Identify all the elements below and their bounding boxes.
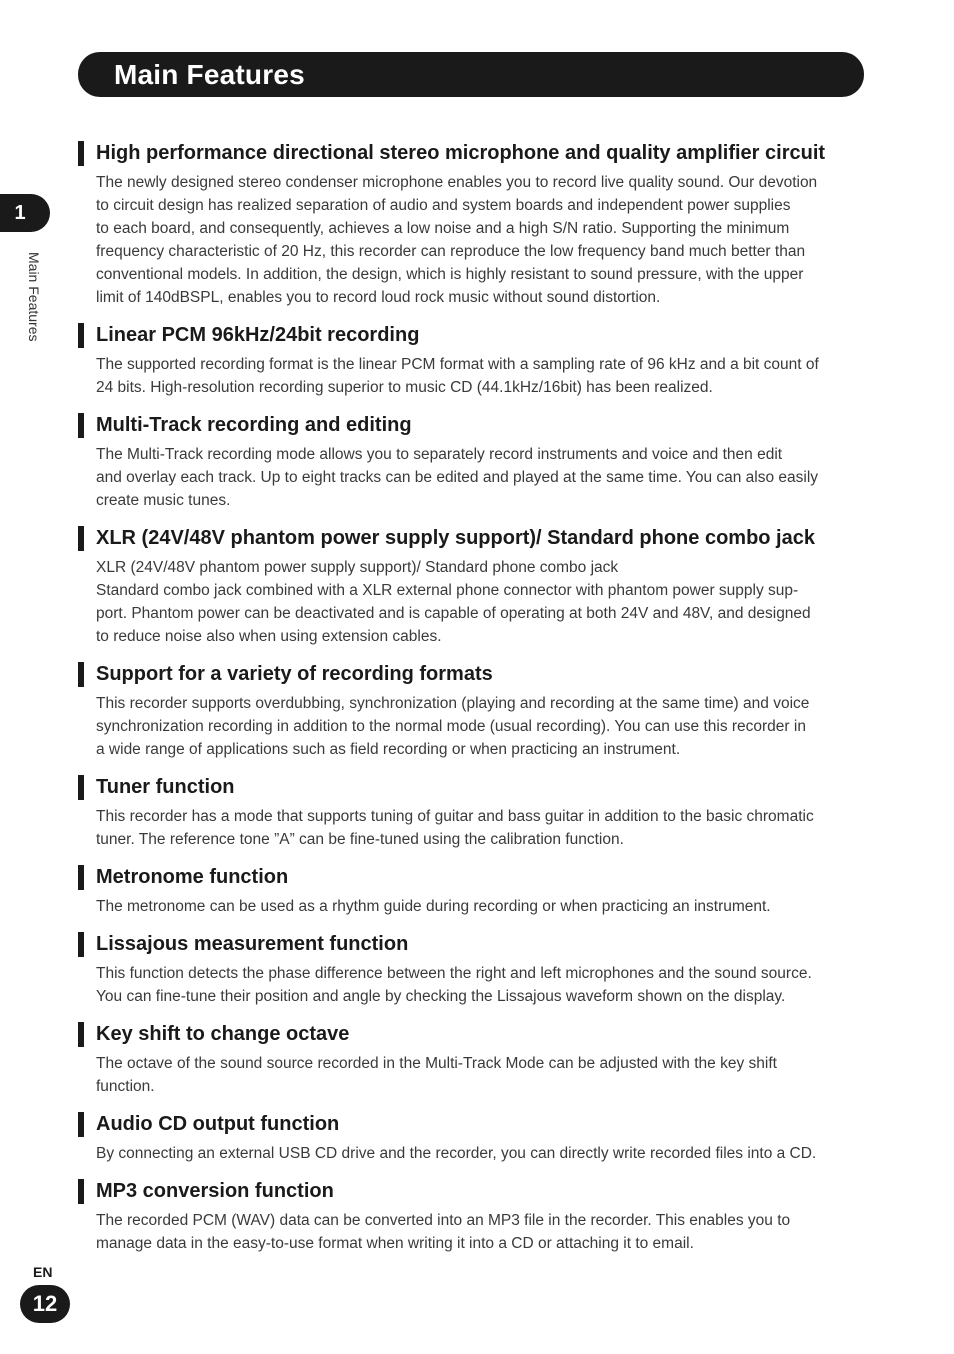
feature-section-xlr bbox=[78, 525, 866, 648]
section-heading-text: Key shift to change octave bbox=[96, 1023, 350, 1045]
section-heading bbox=[78, 864, 866, 890]
chapter-side-label: Main Features bbox=[26, 252, 42, 342]
section-body: By connecting an external USB CD drive and the recorder, you can directly write recorded files into a CD. bbox=[96, 1145, 817, 1162]
page-title-bar bbox=[78, 52, 864, 97]
feature-section-multitrack bbox=[78, 412, 866, 512]
chapter-number: 1 bbox=[14, 202, 26, 224]
feature-section-linear-pcm bbox=[78, 322, 866, 399]
heading-bar bbox=[78, 1179, 84, 1204]
section-body: XLR (24V/48V phantom power supply support)/ Standard phone combo jack Standard combo jack combined with a XLR external phone connector with phantom power supply sup- port. Phantom power can be deactivated and is capable of operating at both 24V and 48V, and designed to reduce noise also when using extension cables. bbox=[96, 559, 811, 645]
feature-section-lissajous bbox=[78, 931, 866, 1008]
language-label: EN bbox=[33, 1264, 53, 1280]
feature-section-microphone bbox=[78, 140, 866, 309]
section-heading bbox=[78, 774, 866, 800]
section-heading-text: High performance directional stereo microphone and quality amplifier circuit bbox=[96, 142, 826, 164]
feature-section-recording-formats bbox=[78, 661, 866, 761]
page-title: Main Features bbox=[114, 59, 305, 90]
feature-section-key-shift bbox=[78, 1021, 866, 1098]
heading-bar bbox=[78, 1112, 84, 1137]
section-body: This recorder supports overdubbing, synchronization (playing and recording at the same time) and voice synchronization recording in addition to the normal mode (usual recording). You can use this recorder in a wide range of applications such as field recording or when practicing an instrument. bbox=[96, 695, 810, 758]
section-body: The supported recording format is the linear PCM format with a sampling rate of 96 kHz and a bit count of 24 bits. High-resolution recording superior to music CD (44.1kHz/16bit) has been realized. bbox=[96, 356, 819, 396]
page-number: 12 bbox=[20, 1285, 70, 1323]
section-body: The octave of the sound source recorded in the Multi-Track Mode can be adjusted with the key shift function. bbox=[96, 1055, 777, 1095]
heading-bar bbox=[78, 526, 84, 551]
section-body: This function detects the phase difference between the right and left microphones and the sound source. You can fine-tune their position and angle by checking the Lissajous waveform shown on the display. bbox=[96, 965, 812, 1005]
section-heading-text: Audio CD output function bbox=[96, 1113, 340, 1135]
section-heading-text: Linear PCM 96kHz/24bit recording bbox=[96, 324, 420, 346]
heading-bar bbox=[78, 323, 84, 348]
heading-bar bbox=[78, 932, 84, 957]
section-body: The recorded PCM (WAV) data can be converted into an MP3 file in the recorder. This enables you to manage data in the easy-to-use format when writing it into a CD or attaching it to email. bbox=[96, 1212, 791, 1252]
section-heading bbox=[78, 1111, 866, 1137]
heading-bar bbox=[78, 662, 84, 687]
heading-bar bbox=[78, 141, 84, 166]
section-heading-text: Multi-Track recording and editing bbox=[96, 414, 412, 436]
heading-bar bbox=[78, 865, 84, 890]
section-heading bbox=[78, 661, 866, 687]
feature-section-audio-cd bbox=[78, 1111, 866, 1165]
feature-section-tuner bbox=[78, 774, 866, 851]
heading-bar bbox=[78, 775, 84, 800]
section-heading bbox=[78, 322, 866, 348]
heading-bar bbox=[78, 1022, 84, 1047]
section-heading-text: Lissajous measurement function bbox=[96, 933, 409, 955]
section-heading-text: Tuner function bbox=[96, 776, 235, 798]
section-heading-text: MP3 conversion function bbox=[96, 1180, 334, 1202]
section-heading bbox=[78, 1178, 866, 1204]
feature-section-mp3 bbox=[78, 1178, 866, 1255]
section-body: The Multi-Track recording mode allows you to separately record instruments and voice and then edit and overlay each track. Up to eight tracks can be edited and played at the same time. You can also easily create music tunes. bbox=[96, 446, 819, 509]
section-heading-text: XLR (24V/48V phantom power supply support)/ Standard phone combo jack bbox=[96, 527, 815, 549]
chapter-tab bbox=[0, 194, 50, 232]
section-heading-text: Support for a variety of recording formats bbox=[96, 663, 493, 685]
section-heading bbox=[78, 140, 866, 166]
section-heading bbox=[78, 931, 866, 957]
feature-section-metronome bbox=[78, 864, 866, 918]
section-body: The newly designed stereo condenser microphone enables you to record live quality sound. Our devotion to circuit design has realized separation of audio and system boards and independent power supplies to each board, and consequently, achieves a low noise and a high S/N ratio. Supporting the minimum frequency characteristic of 20 Hz, this recorder can reproduce the low frequency band much better than conventional models. In addition, the design, which is highly resistant to sound pressure, with the upper limit of 140dBSPL, enables you to record loud rock music without sound distortion. bbox=[96, 174, 818, 306]
features-list bbox=[78, 140, 866, 1255]
section-body: The metronome can be used as a rhythm guide during recording or when practicing an instrument. bbox=[96, 898, 771, 915]
heading-bar bbox=[78, 413, 84, 438]
section-heading bbox=[78, 525, 866, 551]
section-heading bbox=[78, 412, 866, 438]
section-heading bbox=[78, 1021, 866, 1047]
section-body: This recorder has a mode that supports tuning of guitar and bass guitar in addition to the basic chromatic tuner. The reference tone ”A” can be fine-tuned using the calibration function. bbox=[96, 808, 814, 848]
section-heading-text: Metronome function bbox=[96, 866, 289, 888]
